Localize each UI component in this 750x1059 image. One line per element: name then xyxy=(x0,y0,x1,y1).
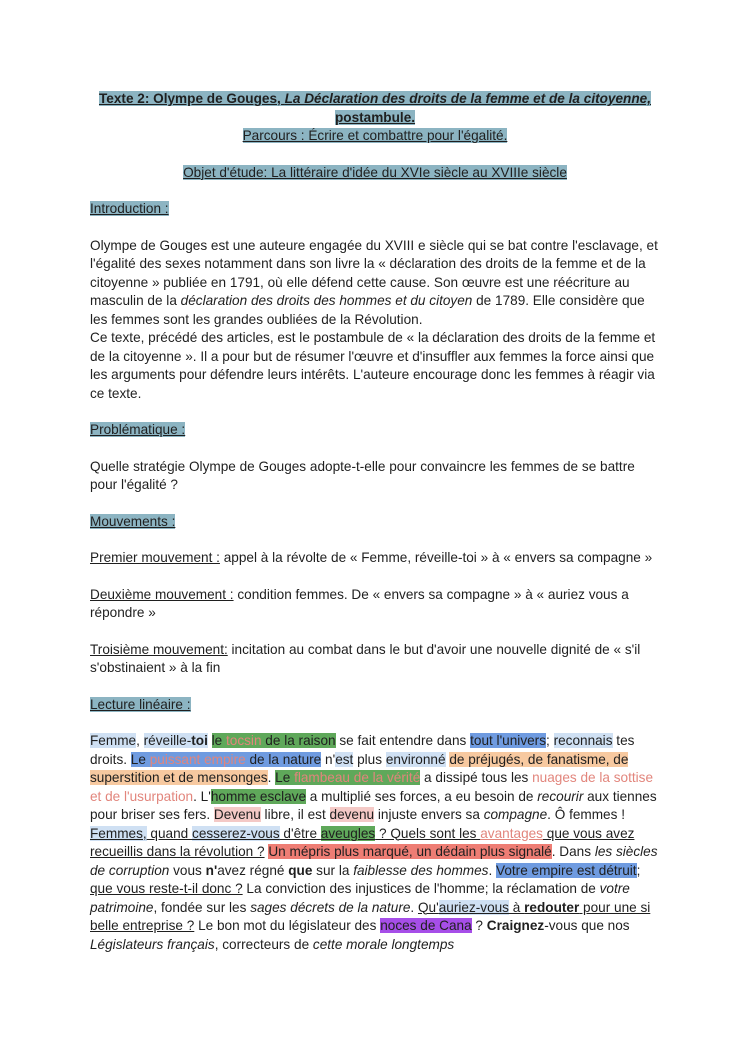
seg: plus marqué, xyxy=(330,844,417,859)
title-part-c: postambule. xyxy=(334,109,416,125)
mouvements-heading-line xyxy=(90,513,660,532)
seg: le xyxy=(211,733,223,748)
seg: aux tiennes pour briser ses fers. xyxy=(90,788,657,822)
mouvements-heading: Mouvements : xyxy=(90,513,176,529)
seg: de la nature xyxy=(245,751,322,767)
seg: réveille- xyxy=(143,733,192,748)
problematique-heading-line xyxy=(90,421,660,440)
intro-p1-b: déclaration des droits des hommes et du citoyen xyxy=(180,293,473,308)
seg: cesserez-vous xyxy=(192,825,280,841)
seg: aveugles xyxy=(320,825,376,841)
seg: cette morale longtemps xyxy=(312,936,455,952)
intro-heading-line xyxy=(90,200,660,219)
seg: . xyxy=(488,862,497,878)
seg: , correcteurs de xyxy=(214,936,313,952)
title-part-a: Texte 2: Olympe de Gouges, xyxy=(99,91,285,106)
mouvement-2-text: condition femmes. De « envers sa compagne » à « auriez vous a répondre » xyxy=(90,586,629,620)
objet-line xyxy=(90,164,660,183)
seg: est xyxy=(335,751,354,767)
problematique-heading: Problématique : xyxy=(90,422,186,437)
seg: devenu xyxy=(329,807,375,822)
seg: avez régné xyxy=(217,862,289,878)
seg: sur la xyxy=(312,862,354,878)
seg: pour une si belle entreprise ? xyxy=(90,899,651,933)
mouvement-3 xyxy=(90,641,660,678)
parcours-text: Parcours : Écrire et combattre pour l'égalité. xyxy=(242,128,508,143)
seg: Femmes, xyxy=(90,825,147,841)
seg: a dissipé tous les xyxy=(420,770,533,785)
seg: recourir xyxy=(537,788,584,804)
seg: plus xyxy=(353,751,386,767)
seg: injuste envers sa xyxy=(374,807,484,822)
seg: d'être xyxy=(279,825,321,841)
seg: environné xyxy=(385,751,446,767)
seg: quand xyxy=(146,825,193,841)
seg: Un mépris xyxy=(268,844,331,859)
seg: que vous reste-t-il donc ? xyxy=(90,881,243,896)
seg: . xyxy=(551,844,556,859)
seg: n' xyxy=(321,751,336,767)
document-title xyxy=(90,90,660,127)
seg: plus signalé xyxy=(476,844,552,859)
seg: compagne xyxy=(483,807,548,822)
seg: redouter xyxy=(524,899,580,915)
seg: , fondée sur les xyxy=(153,899,251,915)
title-part-b: La Déclaration des droits de la femme et de la citoyenne, xyxy=(284,91,651,106)
mouvement-3-label: Troisième mouvement: xyxy=(90,641,228,657)
seg: homme esclave xyxy=(210,788,307,804)
lecture-text xyxy=(90,732,660,954)
seg: Le bon mot du législateur des xyxy=(194,918,381,933)
intro-heading: Introduction : xyxy=(90,201,169,216)
seg: de préjugés, de fanatisme, de superstition et de mensonges xyxy=(90,751,629,785)
intro-paragraph-1 xyxy=(90,237,660,330)
seg: L' xyxy=(200,788,211,804)
seg: libre, il est xyxy=(260,807,330,822)
mouvement-3-text: incitation au combat dans le but d'avoir une nouvelle dignité de « s'il s'obstinaient » à la fin xyxy=(90,641,641,675)
seg: Le xyxy=(130,751,146,767)
seg: Dans xyxy=(555,844,595,859)
problematique-text: Quelle stratégie Olympe de Gouges adopte-t-elle pour convaincre les femmes de se battre pour l'égalité ? xyxy=(90,458,635,492)
seg: puissant empire xyxy=(149,751,246,767)
seg: . xyxy=(267,770,276,785)
parcours-line xyxy=(90,127,660,146)
mouvement-2-label: Deuxième mouvement : xyxy=(90,586,234,602)
seg: que vous avez recueillis dans la révolution ? xyxy=(90,825,635,859)
seg: sages décrets de la nature xyxy=(250,899,411,915)
mouvement-2 xyxy=(90,586,660,623)
mouvement-1 xyxy=(90,549,660,568)
seg: tes droits. xyxy=(90,733,635,767)
seg: à xyxy=(508,899,525,915)
seg: faiblesse des hommes xyxy=(353,862,489,878)
seg: un dédain xyxy=(416,844,477,859)
seg: Femme xyxy=(90,733,137,748)
seg: auriez-vous xyxy=(438,899,509,915)
seg: -vous que nos xyxy=(544,918,630,933)
lecture-heading-line xyxy=(90,696,660,715)
seg: Législateurs français xyxy=(90,936,215,952)
seg: Devenu xyxy=(213,807,261,822)
seg: noces de Cana xyxy=(380,918,472,933)
seg: Qu' xyxy=(417,899,439,915)
intro-paragraph-2: Ce texte, précédé des articles, est le postambule de « la déclaration des droits de la femme et de la citoyenne ». Il a pour but de résumer l'œuvre et d'insuffler aux femmes la force ainsi que les arguments pour défendre leurs intérêts. L'auteure encourage donc les femmes à réagir via ce texte. xyxy=(90,330,656,401)
seg: de la raison xyxy=(261,733,336,748)
seg: votre patrimoine xyxy=(90,881,630,915)
intro-p1-a: Olympe de Gouges est une auteure engagée du XVIII e siècle qui se bat contre l'esclavage, et l'égalité des sexes notamment dans son livre la « déclaration des droits de la femme et de la citoyenne » publiée en 1791, où elle défend cette cause. Son œuvre est une réécriture au masculin de la xyxy=(90,237,658,308)
seg: les siècles de corruption xyxy=(90,844,658,878)
seg: reconnais xyxy=(553,733,613,748)
seg: La conviction des injustices de l'homme; la réclamation de xyxy=(242,881,600,896)
seg: n' xyxy=(205,862,218,878)
seg: Votre empire est détruit xyxy=(496,862,637,878)
seg: a multiplié ses forces, a eu besoin de xyxy=(306,788,538,804)
seg: . Ô femmes ! xyxy=(547,807,625,822)
intro-p1-c: de 1789. Elle considère que les femmes sont les grandes oubliées de la Révolution. xyxy=(90,293,645,327)
seg: vous xyxy=(169,862,206,878)
lecture-heading: Lecture linéaire : xyxy=(90,696,191,712)
seg: Le xyxy=(275,770,291,785)
mouvement-1-text: appel à la révolte de « Femme, réveille-toi » à « envers sa compagne » xyxy=(219,550,653,565)
seg: flambeau de la vérité xyxy=(294,770,421,785)
seg: que xyxy=(288,862,313,878)
seg: ? xyxy=(471,918,487,933)
seg: . xyxy=(410,899,418,915)
seg: nuages de la sottise et de l'usurpation xyxy=(90,770,654,804)
document-page xyxy=(90,90,660,954)
seg: Craignez xyxy=(486,918,545,933)
seg: . xyxy=(193,788,201,804)
mouvement-1-label: Premier mouvement : xyxy=(90,550,220,565)
seg: ; xyxy=(546,733,554,748)
seg: se fait entendre dans xyxy=(335,733,471,748)
seg: , xyxy=(136,733,144,748)
seg: tocsin xyxy=(226,733,262,748)
seg: ? Quels sont les xyxy=(375,825,481,841)
seg: toi xyxy=(191,733,208,748)
seg: tout l'univers xyxy=(470,733,546,748)
objet-text: Objet d'étude: La littéraire d'idée du XVIe siècle au XVIIIe siècle xyxy=(183,164,567,180)
seg: avantages xyxy=(480,825,543,841)
seg: ; xyxy=(636,862,641,878)
